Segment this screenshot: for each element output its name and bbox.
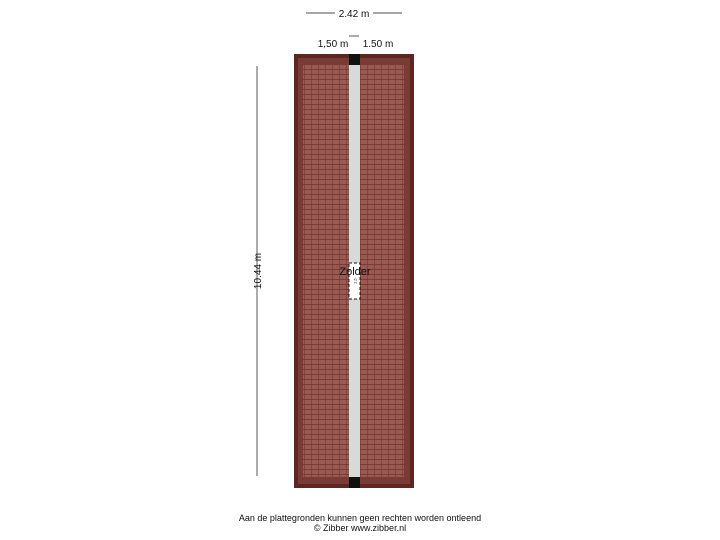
footer-credit: © Zibber www.zibber.nl xyxy=(313,523,407,533)
attic-hatch-label: 2,5 xyxy=(352,278,358,284)
ridge-cap-bottom xyxy=(349,477,360,488)
dimension-height xyxy=(253,66,264,476)
dimension-total-width-label: 2.42 m xyxy=(338,9,370,20)
dimension-right-width-label: 1.50 m xyxy=(362,39,394,50)
room-label-zolder: Zolder xyxy=(339,266,371,278)
dimension-height-label: 10.44 m xyxy=(253,252,264,290)
dimension-left-width-label: 1,50 m xyxy=(317,39,349,50)
ridge-cap-top xyxy=(349,54,360,65)
footer-disclaimer: Aan de plattegronden kunnen geen rechten worden ontleend xyxy=(238,513,482,523)
dimension-total-width xyxy=(306,9,402,20)
